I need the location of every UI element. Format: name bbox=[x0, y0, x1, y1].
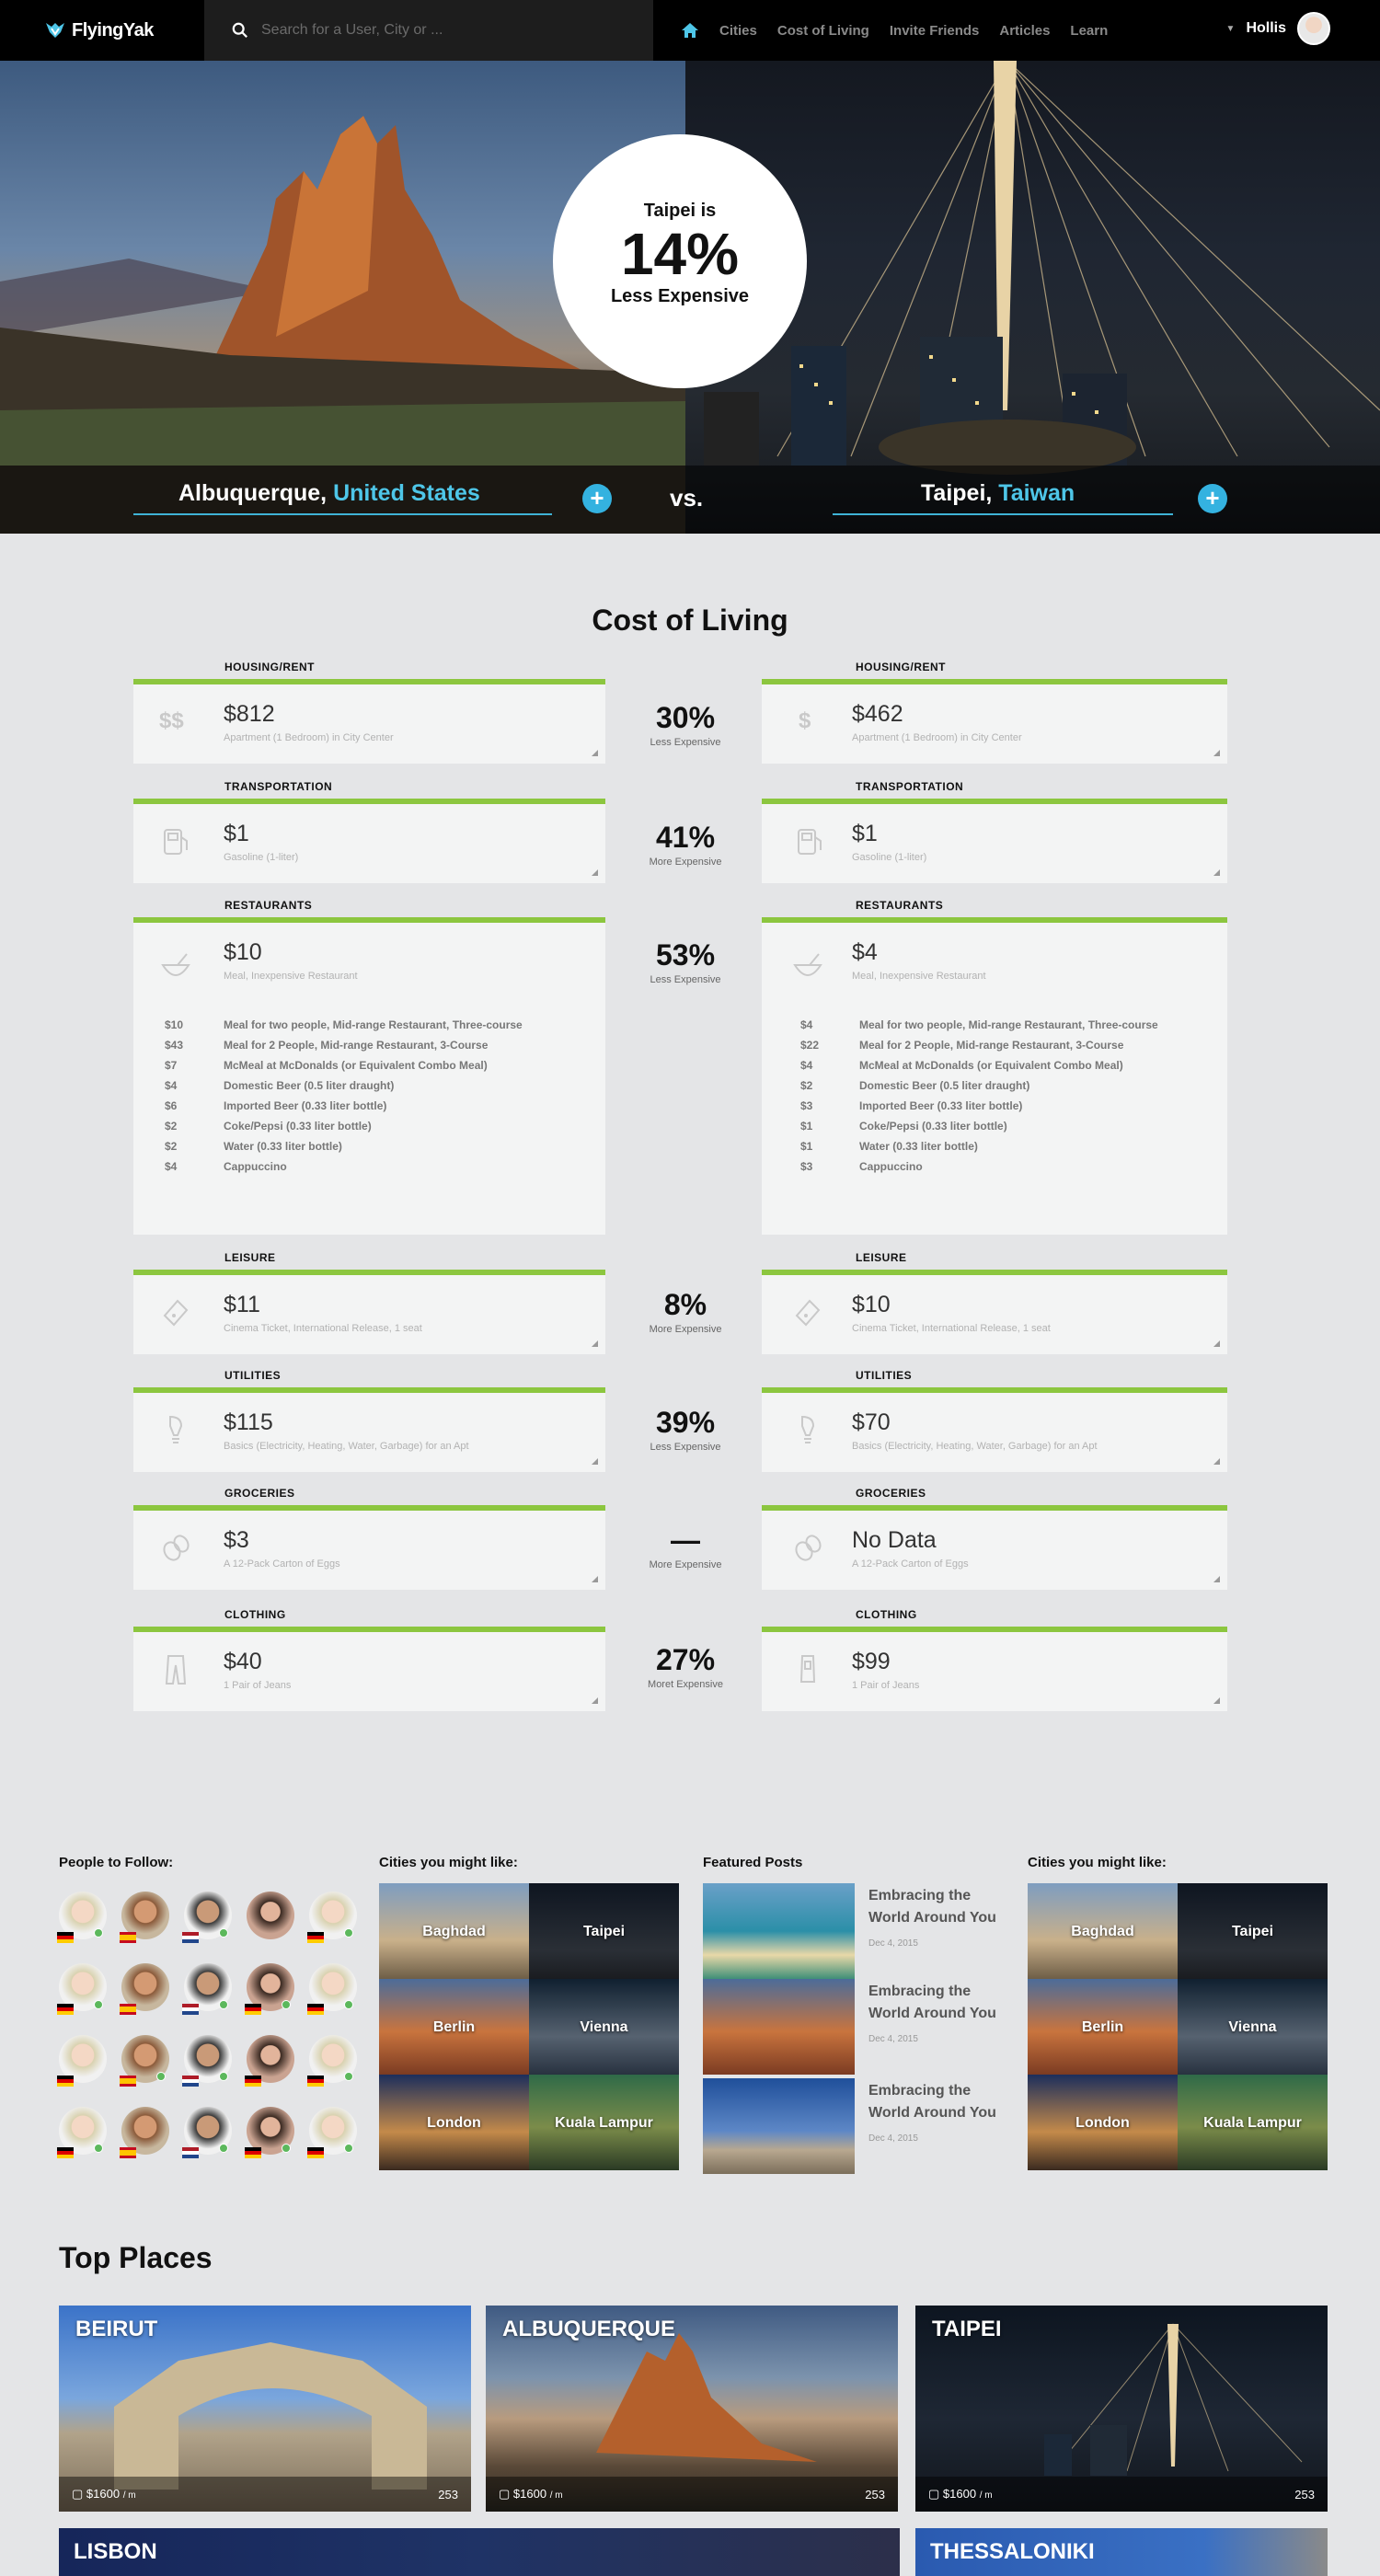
leisure-direction: More Expensive bbox=[649, 1324, 722, 1335]
right-groceries-price: No Data bbox=[852, 1527, 937, 1553]
featured-post[interactable] bbox=[703, 2078, 1006, 2174]
avatar[interactable] bbox=[1297, 12, 1330, 45]
germany-flag-icon bbox=[307, 1932, 324, 1943]
left-housing-price: $812 bbox=[224, 701, 275, 727]
place-price: ▢ $1600 / m bbox=[928, 2487, 993, 2501]
utilities-percent: 39% bbox=[655, 1406, 716, 1439]
right-country-name[interactable]: Taiwan bbox=[998, 480, 1075, 506]
online-status-dot bbox=[219, 2000, 228, 2009]
germany-flag-icon bbox=[245, 2147, 261, 2158]
city-tile-london[interactable]: London bbox=[1028, 2075, 1178, 2170]
left-city-name: Albuquerque, bbox=[178, 480, 328, 506]
nav-link-cost-of-living[interactable]: Cost of Living bbox=[776, 22, 869, 39]
germany-flag-icon bbox=[307, 2076, 324, 2087]
nav-link-articles[interactable]: Articles bbox=[999, 22, 1051, 39]
eggs-icon bbox=[791, 1531, 824, 1564]
right-groceries-desc: A 12-Pack Carton of Eggs bbox=[852, 1558, 969, 1570]
post-thumbnail[interactable] bbox=[703, 1979, 855, 2075]
place-price: ▢ $1600 / m bbox=[499, 2487, 563, 2501]
transportation-direction: More Expensive bbox=[649, 857, 722, 868]
list-item: $3 Imported Beer (0.33 liter bottle) bbox=[800, 1099, 1023, 1112]
list-item: $4 Domestic Beer (0.5 liter draught) bbox=[165, 1079, 395, 1092]
groceries-percent: — bbox=[671, 1524, 700, 1557]
ticket-icon bbox=[791, 1295, 824, 1328]
utilities-comparison bbox=[630, 1406, 741, 1453]
list-item: $43 Meal for 2 People, Mid-range Restaurant, 3-Course bbox=[165, 1039, 489, 1052]
leisure-percent: 8% bbox=[663, 1288, 707, 1321]
place-card-lisbon[interactable] bbox=[59, 2528, 900, 2576]
online-status-dot bbox=[344, 2144, 353, 2153]
spain-flag-icon bbox=[120, 2004, 136, 2015]
expand-corner-icon[interactable] bbox=[592, 1576, 598, 1582]
place-name: BEIRUT bbox=[75, 2317, 158, 2341]
right-restaurants-price: $4 bbox=[852, 939, 878, 965]
right-utilities-desc: Basics (Electricity, Heating, Water, Garbage) for an Apt bbox=[852, 1441, 1098, 1452]
netherlands-flag-icon bbox=[182, 2004, 199, 2015]
user-menu[interactable] bbox=[1226, 12, 1330, 45]
vs-label: vs. bbox=[670, 484, 704, 512]
online-status-dot bbox=[219, 2144, 228, 2153]
nav-link-learn[interactable]: Learn bbox=[1070, 22, 1109, 39]
list-item: $2 Domestic Beer (0.5 liter draught) bbox=[800, 1079, 1030, 1092]
post-title[interactable]: Embracing the World Around You bbox=[868, 2083, 996, 2121]
right-clothing-desc: 1 Pair of Jeans bbox=[852, 1680, 920, 1691]
expand-corner-icon[interactable] bbox=[1213, 1458, 1220, 1465]
place-name: ALBUQUERQUE bbox=[502, 2317, 676, 2341]
list-item: $4 McMeal at McDonalds (or Equivalent Combo Meal) bbox=[800, 1059, 1123, 1072]
category-label-housing: HOUSING/RENT bbox=[224, 661, 316, 673]
bowl-icon bbox=[791, 950, 824, 983]
category-label-utilities: UTILITIES bbox=[224, 1369, 282, 1382]
utilities-direction: Less Expensive bbox=[650, 1442, 721, 1453]
dollar-icon: $$ bbox=[159, 708, 184, 733]
expand-corner-icon[interactable] bbox=[1213, 1576, 1220, 1582]
brand-logo[interactable] bbox=[44, 17, 154, 44]
nav-link-cities[interactable]: Cities bbox=[719, 22, 757, 39]
cities-you-might-like-title-2: Cities you might like: bbox=[1028, 1855, 1167, 1870]
germany-flag-icon bbox=[57, 2004, 74, 2015]
category-label-leisure: LEISURE bbox=[856, 1251, 907, 1264]
change-right-city-button[interactable]: + bbox=[1198, 484, 1227, 513]
online-status-dot bbox=[344, 1928, 353, 1938]
left-restaurants-desc: Meal, Inexpensive Restaurant bbox=[224, 971, 358, 982]
left-groceries-card[interactable] bbox=[133, 1505, 605, 1590]
category-label-transportation: TRANSPORTATION bbox=[224, 780, 333, 793]
right-utilities-price: $70 bbox=[852, 1409, 891, 1435]
restaurants-comparison bbox=[630, 938, 741, 985]
left-clothing-card[interactable] bbox=[133, 1627, 605, 1711]
city-tile-kuala-lampur[interactable]: Kuala Lampur bbox=[529, 2075, 679, 2170]
online-status-dot bbox=[219, 1928, 228, 1938]
online-status-dot bbox=[94, 2000, 103, 2009]
nav-links bbox=[681, 0, 1108, 61]
category-label-housing: HOUSING/RENT bbox=[856, 661, 947, 673]
city-tile-vienna[interactable]: Vienna bbox=[1178, 1979, 1328, 2075]
eggs-icon bbox=[159, 1531, 192, 1564]
left-leisure-price: $11 bbox=[224, 1292, 260, 1317]
list-item: $4 Cappuccino bbox=[165, 1160, 287, 1173]
expand-corner-icon[interactable] bbox=[592, 869, 598, 876]
nav-link-invite-friends[interactable]: Invite Friends bbox=[889, 22, 980, 39]
left-city-underline bbox=[133, 513, 552, 515]
city-tile-berlin[interactable]: Berlin bbox=[379, 1979, 529, 2075]
jeans-icon bbox=[791, 1652, 824, 1685]
left-transportation-price: $1 bbox=[224, 821, 249, 846]
home-icon[interactable] bbox=[681, 21, 699, 40]
list-item: $1 Water (0.33 liter bottle) bbox=[800, 1140, 978, 1153]
left-utilities-price: $115 bbox=[224, 1409, 273, 1435]
jeans-icon bbox=[159, 1652, 192, 1685]
expand-corner-icon[interactable] bbox=[592, 1697, 598, 1704]
featured-post[interactable] bbox=[703, 1883, 1006, 1979]
list-item: $22 Meal for 2 People, Mid-range Restaurant, 3-Course bbox=[800, 1039, 1124, 1052]
search-icon[interactable] bbox=[232, 22, 248, 39]
post-title[interactable]: Embracing the World Around You bbox=[868, 1984, 996, 2021]
germany-flag-icon bbox=[57, 2147, 74, 2158]
list-item: $7 McMeal at McDonalds (or Equivalent Combo Meal) bbox=[165, 1059, 488, 1072]
expand-corner-icon[interactable] bbox=[1213, 750, 1220, 756]
germany-flag-icon bbox=[57, 1932, 74, 1943]
online-status-dot bbox=[344, 2072, 353, 2081]
user-name[interactable]: Hollis bbox=[1246, 20, 1286, 36]
summary-percent: 14% bbox=[620, 221, 740, 287]
left-clothing-desc: 1 Pair of Jeans bbox=[224, 1680, 292, 1691]
spain-flag-icon bbox=[120, 1932, 136, 1943]
city-tile-kuala-lampur[interactable]: Kuala Lampur bbox=[1178, 2075, 1328, 2170]
spain-flag-icon bbox=[120, 2076, 136, 2087]
list-item: $6 Imported Beer (0.33 liter bottle) bbox=[165, 1099, 387, 1112]
fuel-icon bbox=[159, 824, 192, 857]
transportation-comparison bbox=[630, 821, 741, 868]
city-tile-taipei[interactable]: Taipei bbox=[1178, 1883, 1328, 1979]
housing-percent: 30% bbox=[655, 701, 716, 734]
category-label-transportation: TRANSPORTATION bbox=[856, 780, 964, 793]
right-groceries-card[interactable] bbox=[762, 1505, 1227, 1590]
place-name: TAIPEI bbox=[932, 2317, 1002, 2341]
bulb-icon bbox=[791, 1413, 824, 1446]
left-utilities-desc: Basics (Electricity, Heating, Water, Garbage) for an Apt bbox=[224, 1441, 469, 1452]
list-item: $1 Coke/Pepsi (0.33 liter bottle) bbox=[800, 1120, 1007, 1133]
germany-flag-icon bbox=[245, 2076, 261, 2087]
search-bar bbox=[204, 0, 653, 61]
right-leisure-price: $10 bbox=[852, 1292, 891, 1317]
left-restaurants-card[interactable] bbox=[133, 917, 605, 1235]
city-tile-baghdad[interactable]: Baghdad bbox=[379, 1883, 529, 1979]
city-tile-london[interactable]: London bbox=[379, 2075, 529, 2170]
place-name: THESSALONIKI bbox=[930, 2539, 1095, 2564]
restaurants-percent: 53% bbox=[655, 938, 716, 972]
right-transportation-card[interactable] bbox=[762, 799, 1227, 883]
right-housing-price: $462 bbox=[852, 701, 903, 727]
left-city-label[interactable] bbox=[178, 480, 480, 507]
online-status-dot bbox=[219, 2072, 228, 2081]
category-label-clothing: CLOTHING bbox=[856, 1608, 917, 1621]
place-card-albuquerque[interactable] bbox=[486, 2306, 898, 2512]
list-item: $2 Coke/Pepsi (0.33 liter bottle) bbox=[165, 1120, 372, 1133]
right-transportation-price: $1 bbox=[852, 821, 878, 846]
post-thumbnail[interactable] bbox=[703, 1883, 855, 1979]
cities-grid-2 bbox=[1028, 1883, 1328, 2172]
right-housing-desc: Apartment (1 Bedroom) in City Center bbox=[852, 732, 1022, 743]
place-info-bar bbox=[915, 2477, 1328, 2512]
online-status-dot bbox=[156, 2072, 166, 2081]
clothing-percent: 27% bbox=[655, 1643, 716, 1676]
bowl-icon bbox=[159, 950, 192, 983]
online-status-dot bbox=[94, 2144, 103, 2153]
leisure-comparison bbox=[630, 1288, 741, 1335]
expand-corner-icon[interactable] bbox=[592, 750, 598, 756]
netherlands-flag-icon bbox=[182, 2076, 199, 2087]
expand-corner-icon[interactable] bbox=[592, 1458, 598, 1465]
place-card-taipei[interactable] bbox=[915, 2306, 1328, 2512]
top-places-title: Top Places bbox=[59, 2241, 213, 2274]
city-tile-taipei[interactable]: Taipei bbox=[529, 1883, 679, 1979]
online-status-dot bbox=[282, 2144, 291, 2153]
yak-icon bbox=[44, 19, 66, 41]
netherlands-flag-icon bbox=[182, 1932, 199, 1943]
post-title[interactable]: Embracing the World Around You bbox=[868, 1888, 996, 1926]
expand-corner-icon[interactable] bbox=[592, 1340, 598, 1347]
search-input[interactable] bbox=[261, 22, 611, 39]
city-tile-berlin[interactable]: Berlin bbox=[1028, 1979, 1178, 2075]
right-utilities-card[interactable] bbox=[762, 1387, 1227, 1472]
place-count: 253 bbox=[1294, 2487, 1315, 2501]
left-transportation-desc: Gasoline (1-liter) bbox=[224, 852, 299, 863]
left-restaurant-items bbox=[165, 1015, 588, 1177]
change-left-city-button[interactable]: + bbox=[582, 484, 612, 513]
left-country-name[interactable]: United States bbox=[333, 480, 480, 506]
dollar-icon: $ bbox=[799, 708, 811, 733]
right-city-name: Taipei, bbox=[921, 480, 993, 506]
groceries-direction: More Expensive bbox=[649, 1559, 722, 1570]
germany-flag-icon bbox=[307, 2004, 324, 2015]
transportation-percent: 41% bbox=[655, 821, 716, 854]
category-label-groceries: GROCERIES bbox=[224, 1487, 295, 1500]
housing-direction: Less Expensive bbox=[650, 737, 721, 748]
left-leisure-desc: Cinema Ticket, International Release, 1 seat bbox=[224, 1323, 422, 1334]
right-clothing-card[interactable] bbox=[762, 1627, 1227, 1711]
right-city-underline bbox=[833, 513, 1173, 515]
left-housing-desc: Apartment (1 Bedroom) in City Center bbox=[224, 732, 394, 743]
place-name: LISBON bbox=[74, 2539, 157, 2564]
online-status-dot bbox=[344, 2000, 353, 2009]
category-label-groceries: GROCERIES bbox=[856, 1487, 926, 1500]
category-label-restaurants: RESTAURANTS bbox=[856, 899, 944, 912]
post-date: Dec 4, 2015 bbox=[868, 1938, 918, 1949]
netherlands-flag-icon bbox=[182, 2147, 199, 2158]
category-label-clothing: CLOTHING bbox=[224, 1608, 286, 1621]
list-item: $2 Water (0.33 liter bottle) bbox=[165, 1140, 342, 1153]
left-leisure-card[interactable] bbox=[133, 1270, 605, 1354]
left-utilities-card[interactable] bbox=[133, 1387, 605, 1472]
place-count: 253 bbox=[865, 2487, 885, 2501]
germany-flag-icon bbox=[57, 2076, 74, 2087]
germany-flag-icon bbox=[245, 2004, 261, 2015]
right-transportation-desc: Gasoline (1-liter) bbox=[852, 852, 927, 863]
right-clothing-price: $99 bbox=[852, 1649, 891, 1674]
restaurants-direction: Less Expensive bbox=[650, 974, 721, 985]
fuel-icon bbox=[793, 824, 826, 857]
online-status-dot bbox=[282, 2000, 291, 2009]
brand-name: FlyingYak bbox=[72, 19, 154, 40]
post-thumbnail[interactable] bbox=[703, 2078, 855, 2174]
place-card-beirut[interactable] bbox=[59, 2306, 471, 2512]
right-leisure-desc: Cinema Ticket, International Release, 1 seat bbox=[852, 1323, 1051, 1334]
left-restaurants-price: $10 bbox=[224, 939, 262, 965]
city-tile-vienna[interactable]: Vienna bbox=[529, 1979, 679, 2075]
list-item: $4 Meal for two people, Mid-range Restaurant, Three-course bbox=[800, 1018, 1158, 1031]
place-count: 253 bbox=[438, 2487, 458, 2501]
ticket-icon bbox=[159, 1295, 192, 1328]
right-restaurants-card[interactable] bbox=[762, 917, 1227, 1235]
groceries-comparison bbox=[630, 1524, 741, 1570]
cities-you-might-like-title: Cities you might like: bbox=[379, 1855, 518, 1870]
post-date: Dec 4, 2015 bbox=[868, 2133, 918, 2144]
place-price: ▢ $1600 / m bbox=[72, 2487, 136, 2501]
bulb-icon bbox=[159, 1413, 192, 1446]
comparison-hero bbox=[0, 61, 1380, 534]
place-card-thessaloniki[interactable] bbox=[915, 2528, 1328, 2576]
expand-corner-icon[interactable] bbox=[1213, 1340, 1220, 1347]
spain-flag-icon bbox=[120, 2147, 136, 2158]
summary-city: Taipei is bbox=[643, 201, 717, 221]
housing-comparison bbox=[630, 701, 741, 748]
right-restaurant-items bbox=[800, 1015, 1224, 1177]
germany-flag-icon bbox=[307, 2147, 324, 2158]
avatar[interactable] bbox=[247, 1892, 294, 1939]
right-leisure-card[interactable] bbox=[762, 1270, 1227, 1354]
top-nav bbox=[0, 0, 1380, 61]
left-housing-card[interactable] bbox=[133, 679, 605, 764]
clothing-direction: Moret Expensive bbox=[648, 1679, 723, 1690]
list-item: $10 Meal for two people, Mid-range Restaurant, Three-course bbox=[165, 1018, 523, 1031]
expand-corner-icon[interactable] bbox=[1213, 869, 1220, 876]
people-to-follow-title: People to Follow: bbox=[59, 1855, 174, 1870]
right-housing-card[interactable] bbox=[762, 679, 1227, 764]
right-restaurants-desc: Meal, Inexpensive Restaurant bbox=[852, 971, 986, 982]
left-clothing-price: $40 bbox=[224, 1649, 262, 1674]
city-tile-baghdad[interactable]: Baghdad bbox=[1028, 1883, 1178, 1979]
cities-grid bbox=[379, 1883, 679, 2172]
place-info-bar bbox=[486, 2477, 898, 2512]
list-item: $3 Cappuccino bbox=[800, 1160, 923, 1173]
left-groceries-price: $3 bbox=[224, 1527, 249, 1553]
category-label-leisure: LEISURE bbox=[224, 1251, 276, 1264]
featured-post[interactable] bbox=[703, 1979, 1006, 2075]
featured-posts-title: Featured Posts bbox=[703, 1855, 803, 1870]
left-groceries-desc: A 12-Pack Carton of Eggs bbox=[224, 1558, 340, 1570]
clothing-comparison bbox=[630, 1643, 741, 1690]
comparison-summary-circle bbox=[553, 134, 807, 388]
left-transportation-card[interactable] bbox=[133, 799, 605, 883]
post-date: Dec 4, 2015 bbox=[868, 2034, 918, 2044]
right-city-label[interactable] bbox=[921, 480, 1075, 507]
expand-corner-icon[interactable] bbox=[1213, 1697, 1220, 1704]
chevron-down-icon[interactable]: ▼ bbox=[1225, 23, 1236, 34]
category-label-restaurants: RESTAURANTS bbox=[224, 899, 313, 912]
summary-direction: Less Expensive bbox=[610, 286, 750, 306]
online-status-dot bbox=[94, 1928, 103, 1938]
cost-of-living-title: Cost of Living bbox=[592, 604, 788, 637]
category-label-utilities: UTILITIES bbox=[856, 1369, 913, 1382]
place-info-bar bbox=[59, 2477, 471, 2512]
